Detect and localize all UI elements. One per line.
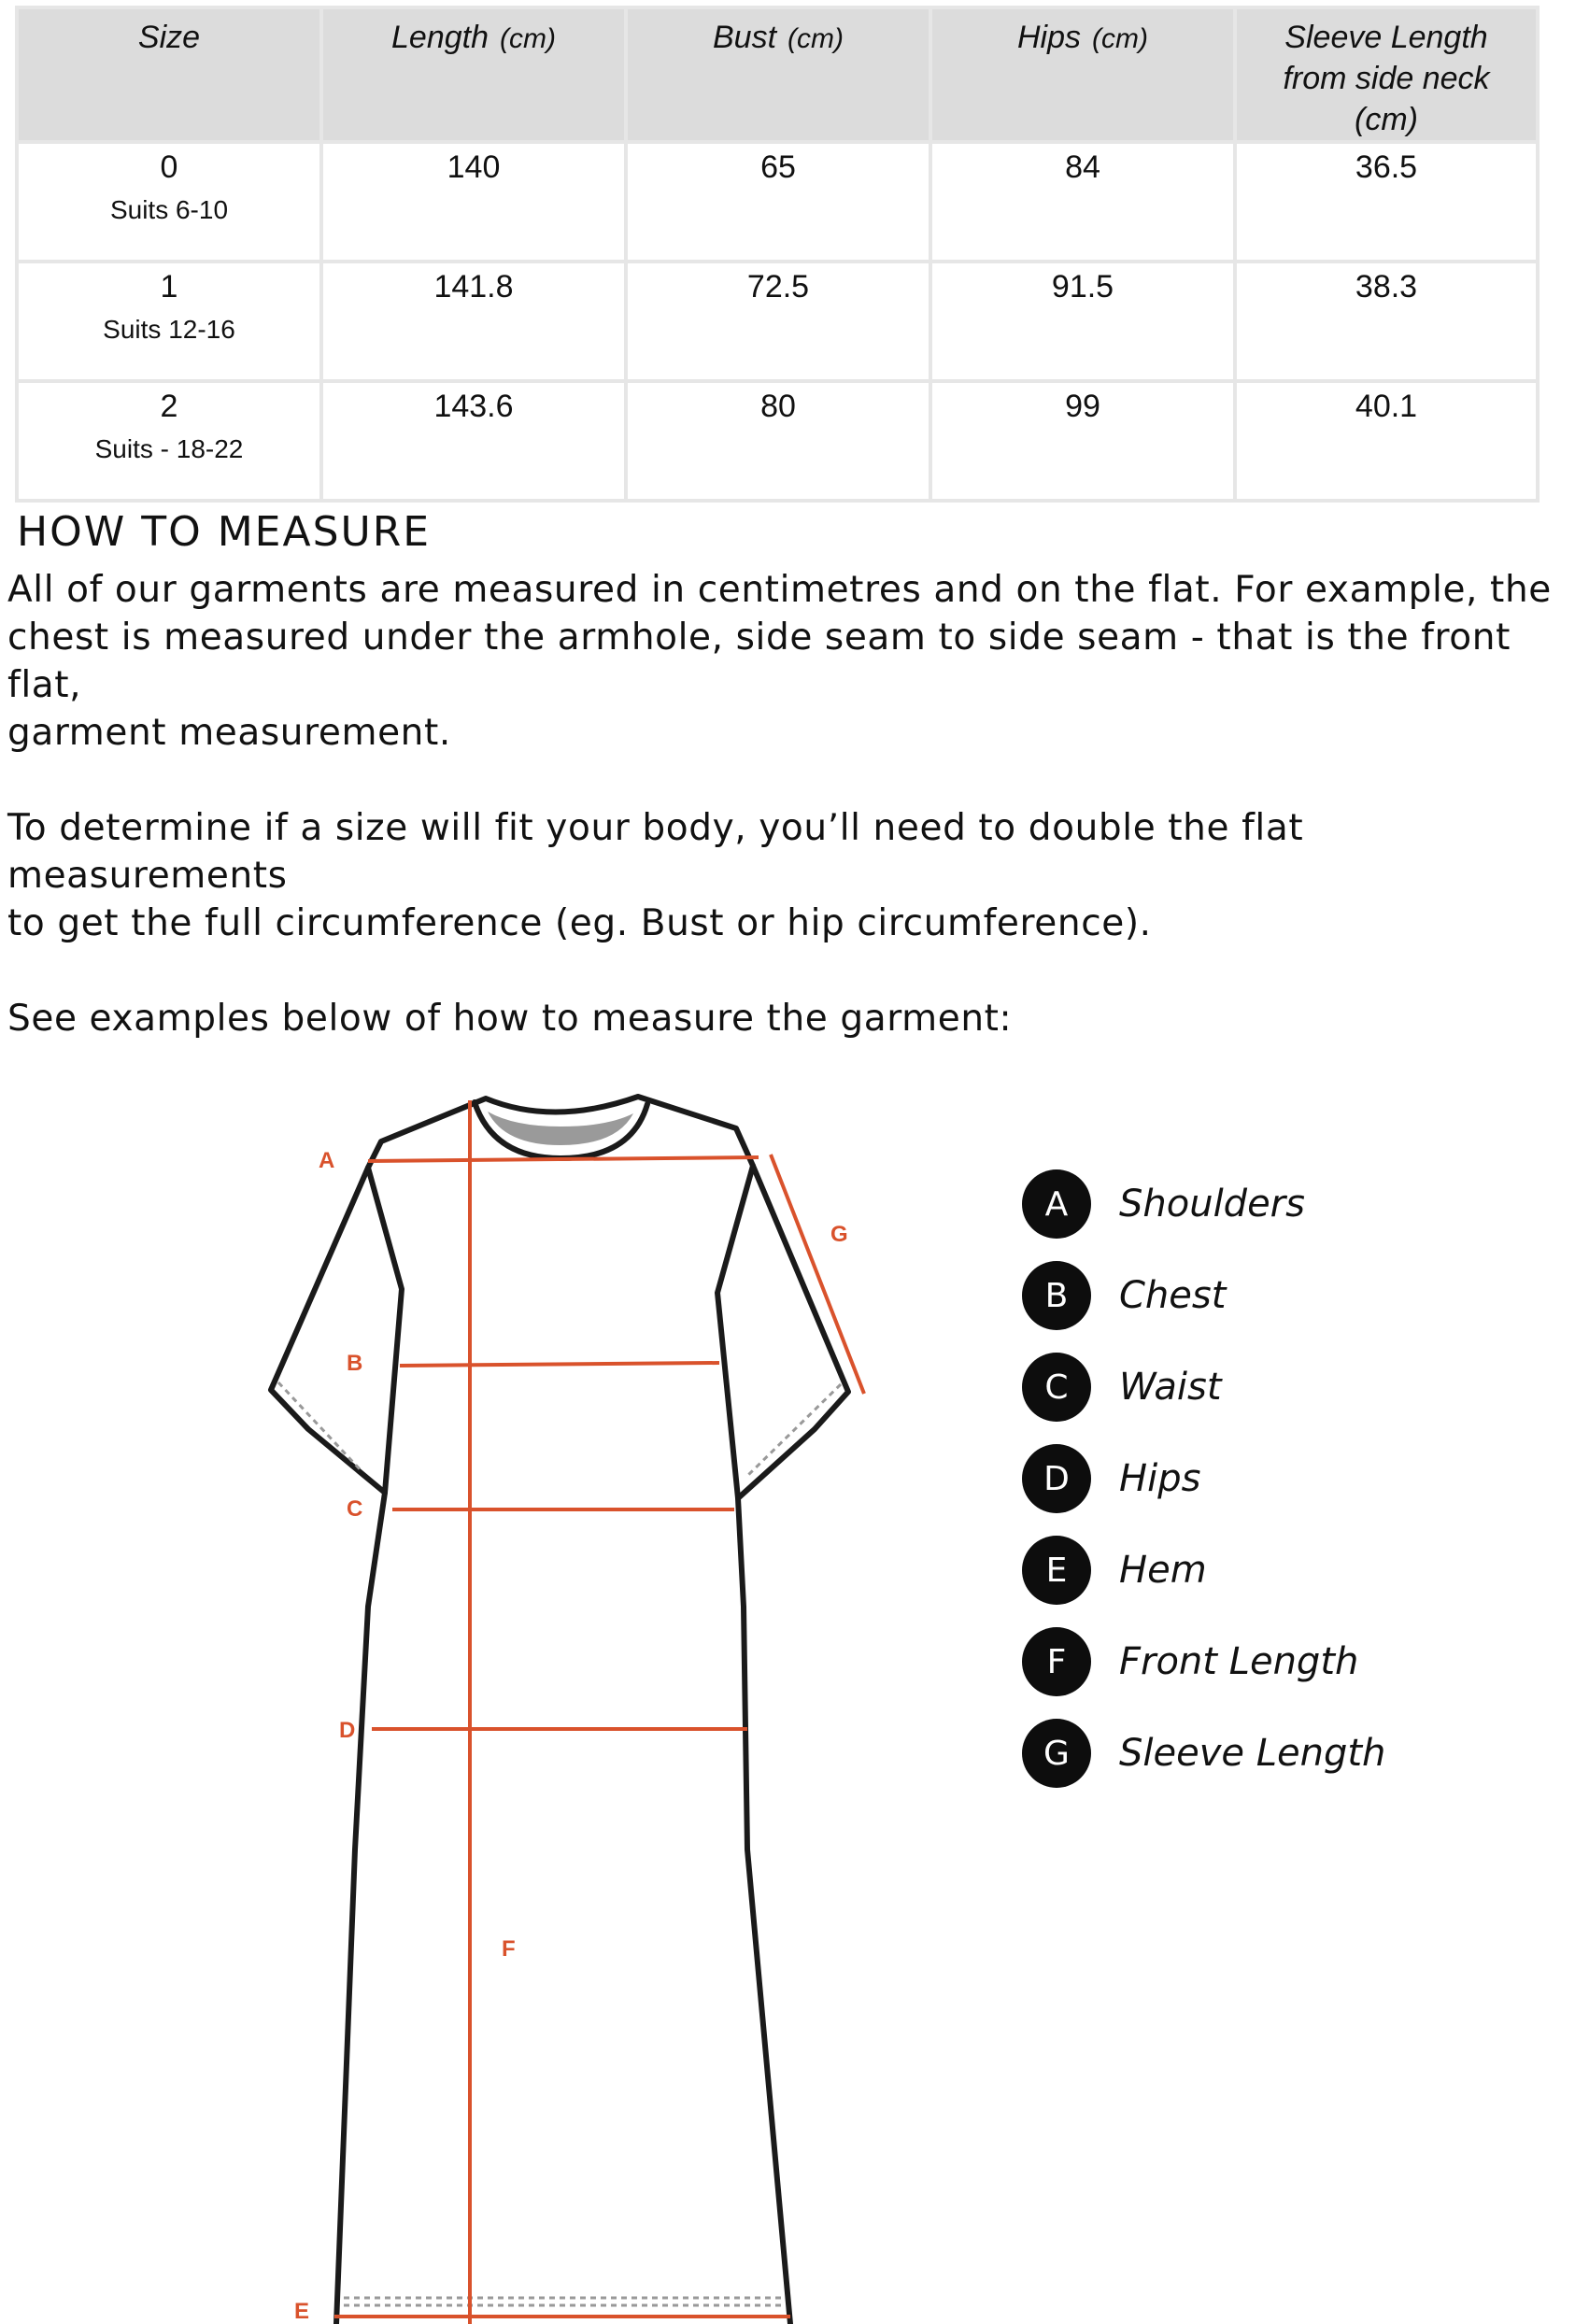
legend-badge: E — [1022, 1536, 1091, 1605]
dress-outline — [271, 1097, 848, 2324]
cell-sleeve: 38.3 — [1235, 262, 1538, 381]
cell-bust: 72.5 — [626, 262, 930, 381]
legend-label: Front Length — [1119, 1640, 1359, 1683]
cell-length: 140 — [321, 142, 626, 262]
legend-item-chest — [1022, 1250, 1385, 1341]
header-size: Size — [17, 7, 321, 142]
header-bust: Bust (cm) — [626, 7, 930, 142]
how-to-measure-section — [7, 504, 1568, 1042]
legend-label: Chest — [1119, 1274, 1227, 1317]
header-sleeve-length: Sleeve Length from side neck (cm) — [1235, 7, 1538, 142]
neck-interior — [488, 1112, 633, 1145]
cell-length: 141.8 — [321, 262, 626, 381]
how-to-measure-heading: HOW TO MEASURE — [17, 508, 432, 556]
cell-size: 1 Suits 12-16 — [17, 262, 321, 381]
cell-size: 2 Suits - 18-22 — [17, 381, 321, 501]
cell-length: 143.6 — [321, 381, 626, 501]
label-a: A — [319, 1148, 335, 1173]
measure-paragraph-1: All of our garments are measured in centimetres and on the flat. For example, the chest is measured under the armhole, side seam to side seam - that is the front flat, garment measurement. — [7, 569, 1552, 754]
legend-item-hem — [1022, 1524, 1385, 1616]
cell-bust: 65 — [626, 142, 930, 262]
legend-badge: D — [1022, 1444, 1091, 1513]
size-chart-table — [15, 6, 1540, 503]
measurement-lines — [334, 1100, 864, 2324]
label-d: D — [339, 1718, 356, 1743]
table-row — [17, 262, 1538, 381]
line-g-sleeve-length — [771, 1155, 864, 1394]
header-length: Length (cm) — [321, 7, 626, 142]
label-f: F — [502, 1936, 516, 1962]
legend-item-hips — [1022, 1433, 1385, 1524]
cell-hips: 84 — [930, 142, 1235, 262]
legend-label: Waist — [1119, 1366, 1222, 1409]
measure-paragraph-3: See examples below of how to measure the garment: — [7, 998, 1013, 1040]
legend-label: Hem — [1119, 1549, 1207, 1592]
legend-badge: G — [1022, 1719, 1091, 1788]
measurement-legend — [1022, 1158, 1385, 1799]
label-c: C — [347, 1496, 363, 1522]
legend-item-shoulders — [1022, 1158, 1385, 1250]
cell-hips: 91.5 — [930, 262, 1235, 381]
legend-badge: F — [1022, 1627, 1091, 1696]
header-hips: Hips (cm) — [930, 7, 1235, 142]
legend-label: Hips — [1119, 1457, 1201, 1500]
measure-paragraph-2: To determine if a size will fit your body, you’ll need to double the flat measurements to get the full circumference (eg. Bust or hip circumference). — [7, 807, 1304, 944]
cell-bust: 80 — [626, 381, 930, 501]
table-row — [17, 142, 1538, 262]
legend-label: Shoulders — [1119, 1183, 1305, 1226]
line-b-chest — [400, 1363, 719, 1366]
legend-item-waist — [1022, 1341, 1385, 1433]
cell-hips: 99 — [930, 381, 1235, 501]
legend-badge: B — [1022, 1261, 1091, 1330]
legend-label: Sleeve Length — [1119, 1732, 1386, 1775]
line-a-shoulders — [368, 1157, 759, 1161]
legend-badge: A — [1022, 1169, 1091, 1239]
cell-sleeve: 40.1 — [1235, 381, 1538, 501]
cell-size: 0 Suits 6-10 — [17, 142, 321, 262]
cell-sleeve: 36.5 — [1235, 142, 1538, 262]
label-b: B — [347, 1351, 363, 1376]
legend-item-front-length — [1022, 1616, 1385, 1708]
label-e: E — [294, 2299, 310, 2324]
label-g: G — [830, 1222, 848, 1247]
table-row — [17, 381, 1538, 501]
legend-item-sleeve-length — [1022, 1708, 1385, 1799]
legend-badge: C — [1022, 1353, 1091, 1422]
table-header-row — [17, 7, 1538, 142]
